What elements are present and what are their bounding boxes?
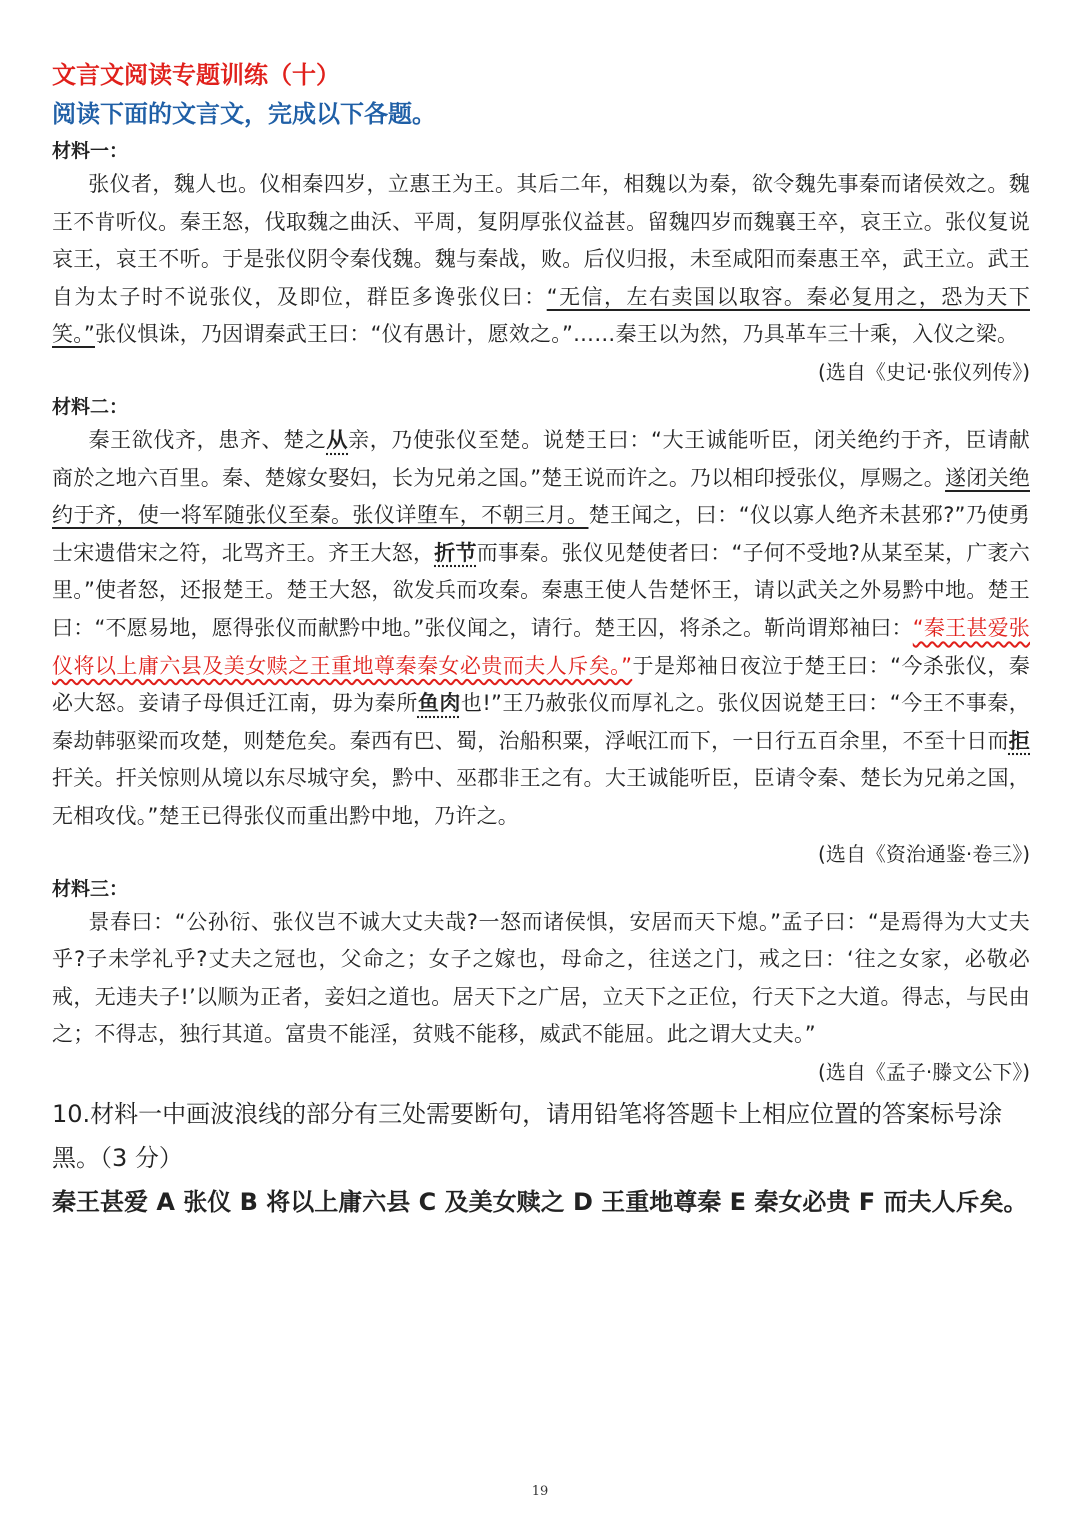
page-title: 文言文阅读专题训练（十） [52,61,340,89]
answer-options: 秦王甚爱 A 张仪 B 将以上庸六县 C 及美女赎之 D 王重地尊秦 E 秦女必贵 F 而夫人斥矣。 [52,1187,1028,1216]
document-page [52,58,1030,1224]
material-3-label: 材料三： [52,877,129,900]
wavy-underlined-sentence: “秦王甚爱张仪将以上庸六县及美女赎之王重地尊秦秦女必贵而夫人斥矣。” [52,615,1030,678]
material-3-source: (选自《孟子·滕文公下》) [818,1059,1030,1084]
marked-word: 从 [326,427,349,452]
marked-word: 鱼肉 [417,691,461,716]
underlined-sentence: 遂闭关绝约于齐，使一将军随张仪至秦。张仪详堕车，不朝三月。 [52,465,1030,528]
material-2-label: 材料二： [52,395,129,418]
material-2-source: (选自《资治通鉴·卷三》) [818,841,1030,866]
instruction: 阅读下面的文言文，完成以下各题。 [52,100,436,128]
page-number: 19 [531,1484,549,1499]
material-3-text: 景春曰：“公孙衍、张仪岂不诚大丈夫哉?一怒而诸侯惧，安居而天下熄。”孟子曰：“是焉得为大丈夫乎?子未学礼乎?丈夫之冠也，父命之；女子之嫁也，母命之，往送之门，戒之曰：‘往之女家，必敬必戒，无违夫子!’以顺为正者，妾妇之道也。居天下之广居，立天下之正位，行天下之大道。得志，与民由之；不得志，独行其道。富贵不能淫，贫贱不能移，威武不能屈。此之谓大丈夫。” [52,909,1030,1047]
marked-word: 拒 [1008,728,1030,753]
material-1-source: (选自《史记·张仪列传》) [818,359,1030,384]
material-2-text: 秦王欲伐齐，患齐、楚之从亲，乃使张仪至楚。说楚王曰：“大王诚能听臣，闭关绝约于齐，臣请献商於之地六百里。秦、楚嫁女娶妇，长为兄弟之国。”楚王说而许之。乃以相印授张仪，厚赐之。遂闭关绝约于齐，使一将军随张仪至秦。张仪详堕车，不朝三月。楚王闻之，曰：“仪以寡人绝齐未甚邪?”乃使勇士宋遗借宋之符，北骂齐王。齐王大怒，折节而事秦。张仪见楚使者曰：“子何不受地?从某至某，广袤六里。”使者怒，还报楚王。楚王大怒，欲发兵而攻秦。秦惠王使人告楚怀王，请以武关之外易黔中地。楚王曰：“不愿易地，愿得张仪而献黔中地。”张仪闻之，请行。楚王囚，将杀之。靳尚谓郑袖曰：“秦王甚爱张仪将以上庸六县及美女赎之王重地尊秦秦女必贵而夫人斥矣。”于是郑袖日夜泣于楚王曰：“今杀张仪，秦必大怒。妾请子母俱迁江南，毋为秦所鱼肉也!”王乃赦张仪而厚礼之。张仪因说楚王曰：“今王不事秦，秦劫韩驱梁而攻楚，则楚危矣。秦西有巴、蜀，治船积粟，浮岷江而下，一日行五百余里，不至十日而拒扞关。扞关惊则从境以东尽城守矣，黔中、巫郡非王之有。大王诚能听臣，臣请令秦、楚长为兄弟之国，无相攻伐。”楚王已得张仪而重出黔中地，乃许之。 [52,427,1030,828]
question-10: 10.材料一中画波浪线的部分有三处需要断句，请用铅笔将答题卡上相应位置的答案标号涂黑。（3 分） [52,1099,1003,1172]
material-1-label: 材料一： [52,140,129,162]
underlined-sentence: “无信，左右卖国以取容。秦必复用之，恐为天下笑。” [52,284,1030,347]
marked-word: 折节 [434,540,477,565]
material-1-text: 张仪者，魏人也。仪相秦四岁，立惠王为王。其后二年，相魏以为秦，欲令魏先事秦而诸侯效之。魏王不肯听仪。秦王怒，伐取魏之曲沃、平周，复阴厚张仪益甚。留魏四岁而魏襄王卒，哀王立。张仪复说哀王，哀王不听。于是张仪阴令秦伐魏。魏与秦战，败。后仪归报，未至咸阳而秦惠王卒，武王立。武王自为太子时不说张仪，及即位，群臣多谗张仪曰：“无信，左右卖国以取容。秦必复用之，恐为天下笑。”张仪惧诛，乃因谓秦武王曰：“仪有愚计，愿效之。”……秦王以为然，乃具革车三十乘，入仪之梁。 [52,172,1030,347]
